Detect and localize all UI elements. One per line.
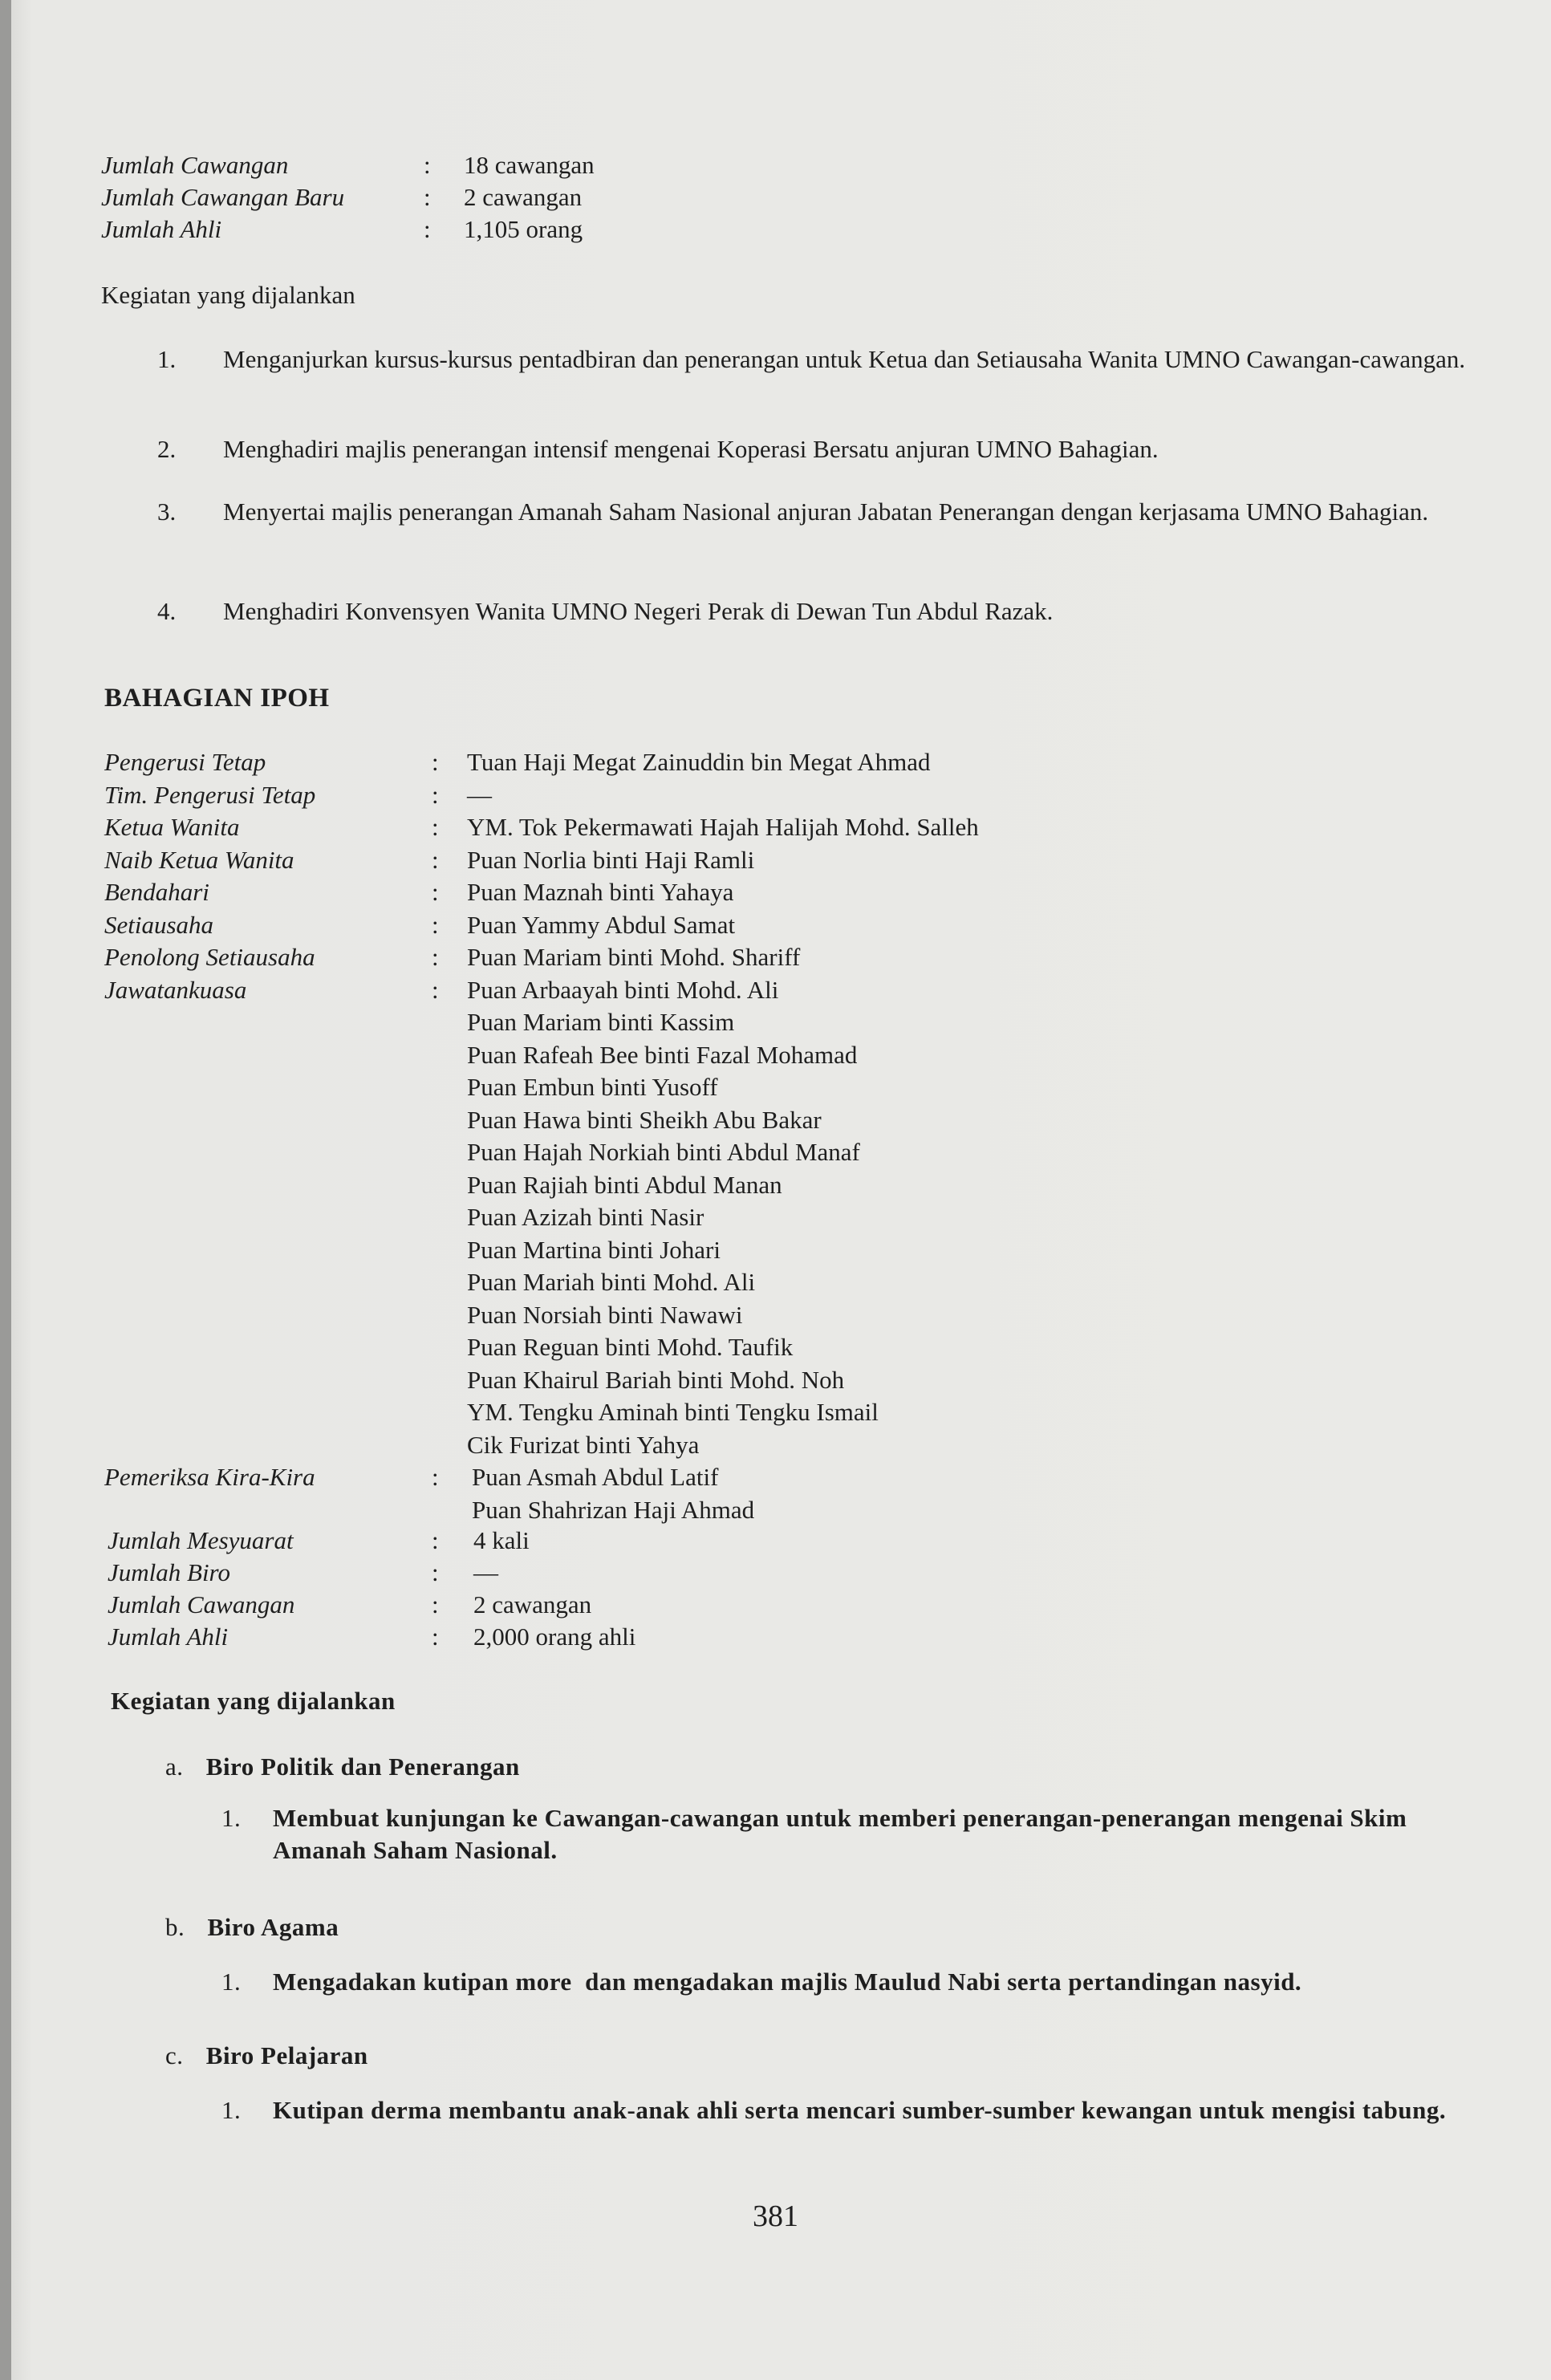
committee-member: Puan Martina binti Johari [467,1235,721,1264]
committee-row [104,1136,1228,1169]
bureau-letter: c. [165,2041,184,2069]
summary-row: Jumlah Mesyuarat : 4 kali [108,1525,830,1557]
committee-row [104,1006,1228,1039]
committee-member: Puan Mariah binti Mohd. Ali [467,1268,756,1296]
officer-title: Ketua Wanita [104,813,240,841]
officer-name: Puan Yammy Abdul Samat [467,910,736,939]
committee-member: Puan Norsiah binti Nawawi [467,1300,743,1329]
auditor-row [104,1494,1228,1527]
summary-row: Jumlah Cawangan : 18 cawangan [101,149,823,181]
summary-label: Jumlah Cawangan Baru [101,183,345,211]
officer-row: Setiausaha : Puan Yammy Abdul Samat [104,909,1228,942]
committee-row [104,1266,1228,1299]
summary-label: Jumlah Biro [108,1558,230,1586]
committee-row [104,1299,1228,1332]
activity-number: 2. [157,435,177,463]
committee-member: Cik Furizat binti Yahya [467,1430,700,1459]
officer-title: Penolong Setiausaha [104,943,315,971]
officer-name: Puan Mariam binti Mohd. Shariff [467,943,801,971]
summary-row: Jumlah Ahli : 2,000 orang ahli [108,1621,830,1653]
summary-value: 2 cawangan [473,1590,592,1618]
summary-value: 2 cawangan [464,183,583,211]
officer-name: YM. Tok Pekermawati Hajah Halijah Mohd. Salleh [467,813,979,841]
bureau-heading [165,1751,520,1783]
committee-row [104,1104,1228,1137]
summary-label: Jumlah Cawangan [101,151,289,179]
committee-member: YM. Tengku Aminah binti Tengku Ismail [467,1398,879,1426]
auditor-name: Puan Asmah Abdul Latif [472,1463,719,1491]
committee-member: Puan Hawa binti Sheikh Abu Bakar [467,1105,822,1134]
committee-row [104,1396,1228,1429]
committee-member: Puan Rajiah binti Abdul Manan [467,1170,782,1199]
activities-heading: Kegiatan yang dijalankan [111,1687,396,1715]
committee-member: Puan Arbaayah binti Mohd. Ali [467,975,779,1004]
committee-member: Puan Reguan binti Mohd. Taufik [467,1333,794,1361]
bureau-heading [165,1911,339,1943]
officer-title: Naib Ketua Wanita [104,845,294,874]
page-number: 381 [753,2199,798,2233]
bureau-item-number: 1. [221,2096,242,2124]
officers-list [104,746,1228,1526]
summary-value: 18 cawangan [464,151,595,179]
bureau-item-text: Mengadakan kutipan more dan mengadakan majlis Maulud Nabi serta pertandingan nasyid. [273,1968,1302,1996]
bureau-name: Biro Politik dan Penerangan [205,1753,520,1781]
officer-title: Pengerusi Tetap [104,748,266,776]
summary-row: Jumlah Ahli : 1,105 orang [101,213,823,246]
committee-member: Puan Khairul Bariah binti Mohd. Noh [467,1365,845,1394]
auditor-label: Pemeriksa Kira-Kira [104,1463,315,1491]
bureau-heading [165,2040,368,2072]
officer-title: Setiausaha [104,910,214,939]
committee-row: Jawatankuasa : Puan Arbaayah binti Mohd. Ali [104,974,1228,1007]
officer-row: Naib Ketua Wanita : Puan Norlia binti Haji Ramli [104,844,1228,877]
officer-name: — [467,780,492,809]
officer-row: Ketua Wanita : YM. Tok Pekermawati Hajah Halijah Mohd. Salleh [104,811,1228,844]
page-binding-edge [0,0,11,2380]
officer-name: Puan Maznah binti Yahaya [467,878,734,906]
summary-label: Jumlah Ahli [101,215,222,243]
officer-row: Tim. Pengerusi Tetap : — [104,779,1228,812]
summary-label: Jumlah Mesyuarat [108,1526,294,1554]
officer-row: Pengerusi Tetap : Tuan Haji Megat Zainuddin bin Megat Ahmad [104,746,1228,779]
activity-text: Menganjurkan kursus-kursus pentadbiran dan penerangan untuk Ketua dan Setiausaha Wanita UMNO Cawangan-cawangan. [223,345,1466,373]
committee-row [104,1429,1228,1462]
section-title: BAHAGIAN IPOH [104,684,330,713]
summary-bottom [108,1525,830,1653]
summary-value: 4 kali [473,1526,530,1554]
committee-row [104,1364,1228,1397]
activity-number: 1. [157,345,177,373]
committee-row [104,1071,1228,1104]
officer-name: Tuan Haji Megat Zainuddin bin Megat Ahmad [467,748,931,776]
summary-label: Jumlah Cawangan [108,1590,295,1618]
committee-member: Puan Embun binti Yusoff [467,1073,718,1101]
bureau-letter: a. [165,1753,184,1781]
bureau-item-text: Kutipan derma membantu anak-anak ahli serta mencari sumber-sumber kewangan untuk mengisi tabung. [273,2096,1447,2124]
summary-row: Jumlah Cawangan Baru : 2 cawangan [101,181,823,213]
auditor-row: Pemeriksa Kira-Kira : Puan Asmah Abdul Latif [104,1461,1228,1494]
officer-row: Penolong Setiausaha : Puan Mariam binti Mohd. Shariff [104,941,1228,974]
bureau-item-number: 1. [221,1804,242,1832]
summary-label: Jumlah Ahli [108,1623,229,1651]
committee-row [104,1039,1228,1072]
auditor-name: Puan Shahrizan Haji Ahmad [472,1495,755,1524]
summary-top [101,149,823,246]
officer-title: Bendahari [104,878,209,906]
summary-value: 1,105 orang [464,215,583,243]
activity-number: 4. [157,597,177,625]
committee-label: Jawatankuasa [104,975,247,1004]
activity-text: Menghadiri Konvensyen Wanita UMNO Negeri Perak di Dewan Tun Abdul Razak. [223,597,1054,625]
committee-row [104,1234,1228,1267]
activity-number: 3. [157,498,177,526]
committee-row [104,1331,1228,1364]
activity-text: Menghadiri majlis penerangan intensif mengenai Koperasi Bersatu anjuran UMNO Bahagian. [223,435,1159,463]
committee-member: Puan Rafeah Bee binti Fazal Mohamad [467,1040,858,1069]
summary-value: 2,000 orang ahli [473,1623,636,1651]
committee-row [104,1169,1228,1202]
summary-row: Jumlah Biro : — [108,1557,830,1589]
summary-value: — [473,1558,498,1586]
activities-heading: Kegiatan yang dijalankan [101,281,355,309]
officer-row: Bendahari : Puan Maznah binti Yahaya [104,876,1228,909]
bureau-item-text: Membuat kunjungan ke Cawangan-cawangan untuk memberi penerangan-penerangan mengenai Skim Amanah Saham Nasional. [273,1804,1407,1864]
activity-text: Menyertai majlis penerangan Amanah Saham Nasional anjuran Jabatan Penerangan dengan kerjasama UMNO Bahagian. [223,498,1429,526]
committee-member: Puan Azizah binti Nasir [467,1203,704,1231]
summary-row: Jumlah Cawangan : 2 cawangan [108,1589,830,1621]
committee-member: Puan Mariam binti Kassim [467,1008,735,1036]
committee-member: Puan Hajah Norkiah binti Abdul Manaf [467,1138,860,1166]
bureau-letter: b. [165,1913,185,1941]
committee-row [104,1201,1228,1234]
officer-title: Tim. Pengerusi Tetap [104,780,316,809]
bureau-name: Biro Pelajaran [205,2041,368,2069]
officer-name: Puan Norlia binti Haji Ramli [467,845,755,874]
bureau-name: Biro Agama [207,1913,339,1941]
bureau-item-number: 1. [221,1968,242,1996]
